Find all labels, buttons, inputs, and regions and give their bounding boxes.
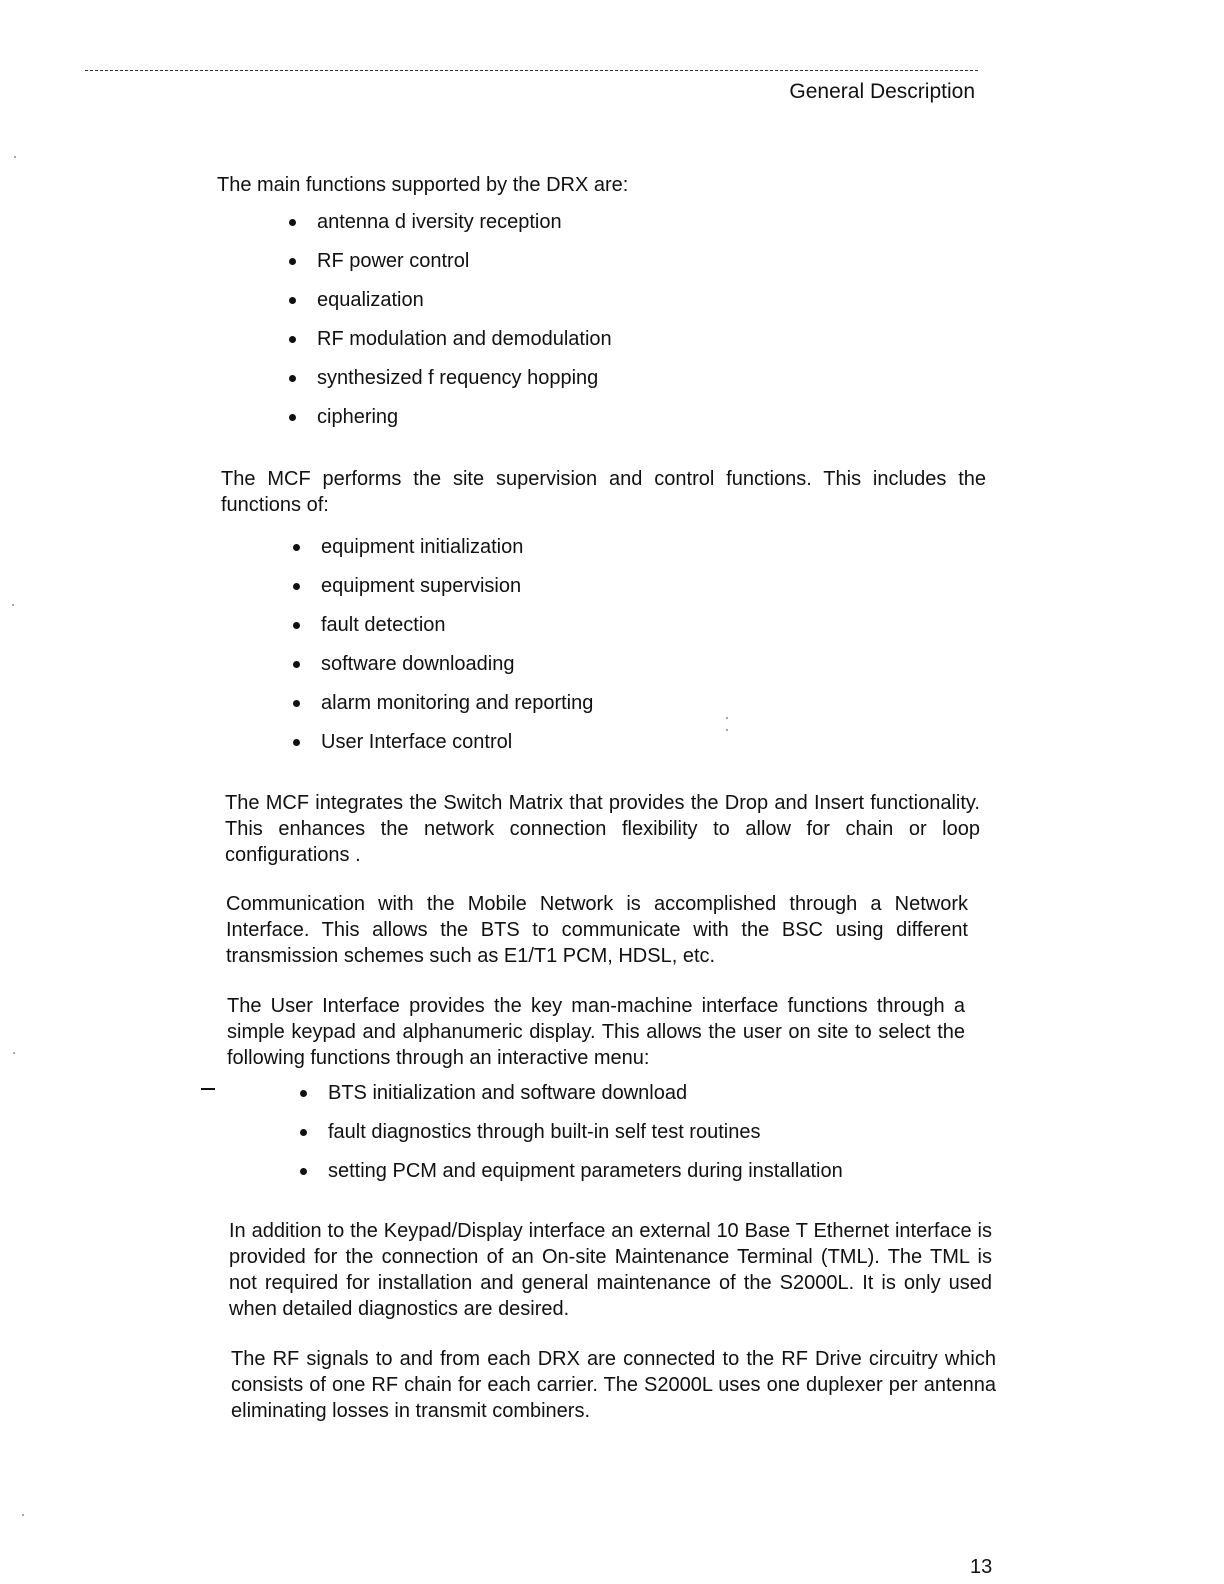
list-item: RF power control [289, 248, 612, 287]
list-item: software downloading [293, 651, 593, 690]
list-item: fault diagnostics through built-in self test routines [300, 1119, 843, 1158]
scan-speck [12, 604, 14, 606]
list-item: ciphering [289, 404, 612, 443]
scan-speck [14, 156, 16, 158]
list-item: equalization [289, 287, 612, 326]
list-item: synthesized f requency hopping [289, 365, 612, 404]
list-item: antenna d iversity reception [289, 209, 612, 248]
drx-function-list [289, 209, 612, 443]
network-interface-paragraph: Communication with the Mobile Network is accomplished through a Network Interface. This allows the BTS to communicate with the BSC using different transmission schemes such as E1/T1 PCM, HDSL, etc. [226, 893, 968, 967]
header-rule [85, 70, 978, 71]
list-item: BTS initialization and software download [300, 1080, 843, 1119]
list-item: equipment supervision [293, 573, 593, 612]
user-interface-function-list [300, 1080, 843, 1197]
user-interface-paragraph: The User Interface provides the key man-machine interface functions through a simple keypad and alphanumeric display. This allows the user on site to select the following functions through an interactive menu: [227, 995, 965, 1069]
list-item: fault detection [293, 612, 593, 651]
list-item: alarm monitoring and reporting [293, 690, 593, 729]
list-item: equipment initialization [293, 534, 593, 573]
page-number: 13 [970, 1556, 993, 1578]
mcf-intro-paragraph: The MCF performs the site supervision and control functions. This includes the functions of: [221, 468, 986, 516]
ethernet-paragraph: In addition to the Keypad/Display interface an external 10 Base T Ethernet interface is provided for the connection of an On-site Maintenance Terminal (TML). The TML is not required for installation and general maintenance of the S2000L. It is only used when detailed diagnostics are desired. [229, 1220, 992, 1320]
rf-drive-paragraph: The RF signals to and from each DRX are connected to the RF Drive circuitry which consists of one RF chain for each carrier. The S2000L uses one duplexer per antenna eliminating losses in transmit combiners. [231, 1348, 996, 1422]
scan-speck [22, 1514, 24, 1516]
list-item: RF modulation and demodulation [289, 326, 612, 365]
scan-speck [13, 1052, 15, 1054]
mcf-function-list [293, 534, 593, 768]
switch-matrix-paragraph: The MCF integrates the Switch Matrix that provides the Drop and Insert functionality. This enhances the network connection flexibility to allow for chain or loop configurations . [225, 792, 980, 866]
scan-speck [726, 729, 728, 731]
list-item: User Interface control [293, 729, 593, 768]
drx-intro-text: The main functions supported by the DRX are: [217, 174, 629, 196]
scan-speck [726, 717, 728, 719]
running-header-title: General Description [789, 80, 975, 103]
margin-dash [201, 1088, 215, 1090]
list-item: setting PCM and equipment parameters during installation [300, 1158, 843, 1197]
